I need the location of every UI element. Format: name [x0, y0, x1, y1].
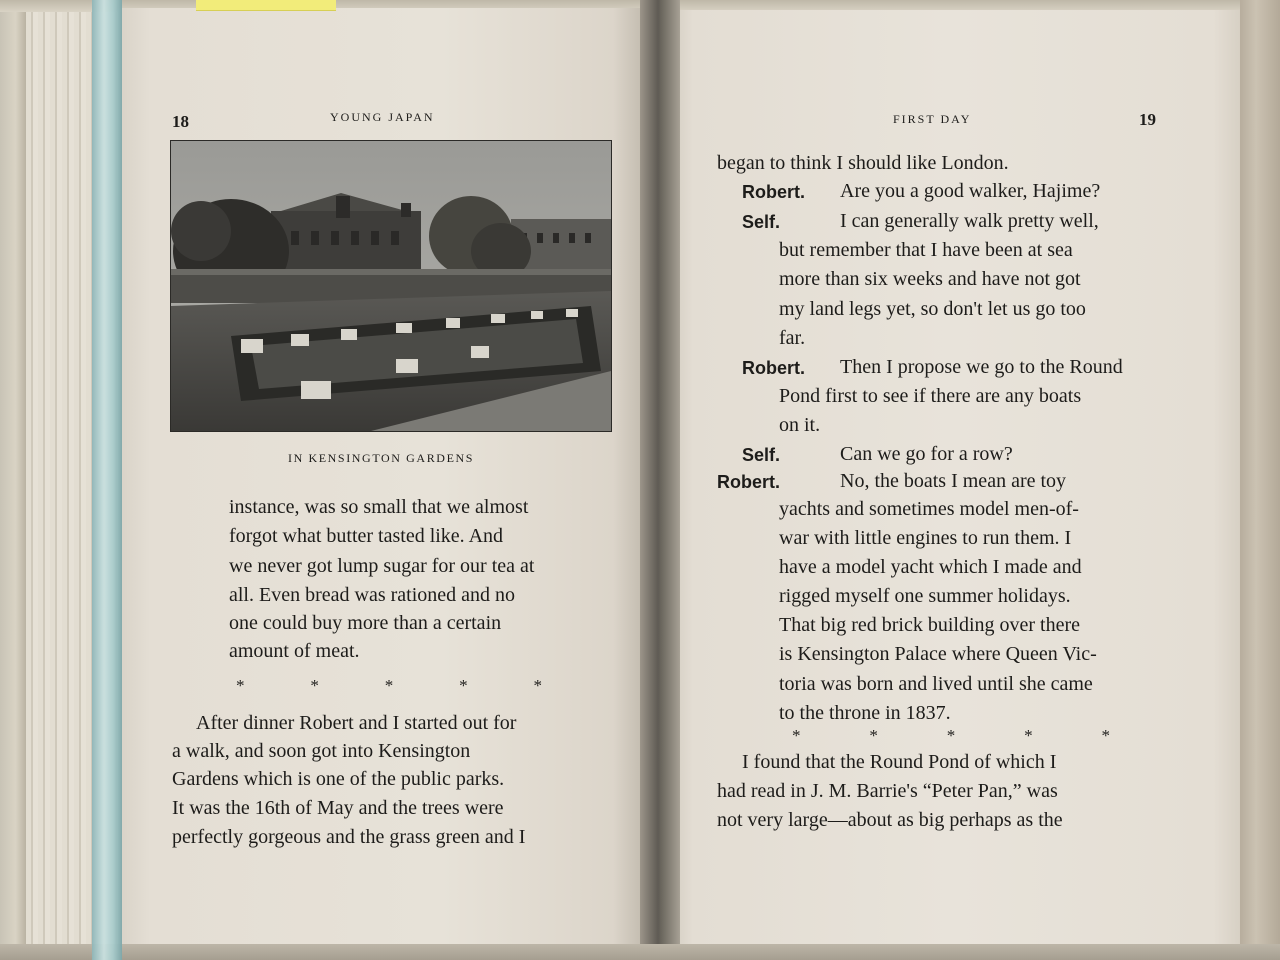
kensington-gardens-photo — [170, 140, 612, 432]
right-text-line: had read in J. M. Barrie's “Peter Pan,” was — [717, 780, 1058, 802]
left-text-line: all. Even bread was rationed and no — [229, 584, 516, 606]
speaker-label: Robert. — [742, 358, 805, 378]
text-line: instance, was so small that we almost — [229, 496, 529, 518]
right-text-line: That big red brick building over there — [779, 614, 1081, 636]
separator-star: * — [869, 726, 878, 745]
right-text-line: I found that the Round Pond of which I — [742, 751, 1057, 773]
dialogue-text: No, the boats I mean are toy — [840, 470, 1067, 492]
left-text-line: amount of meat. — [229, 640, 360, 662]
book-cover-edge — [0, 0, 26, 960]
right-text-line: rigged myself one summer holidays. — [779, 585, 1071, 607]
right-text-line: war with little engines to run them. I — [779, 527, 1072, 549]
left-page-number: 18 — [172, 112, 189, 131]
sticky-note-tab — [196, 0, 336, 11]
protective-strip — [92, 0, 122, 960]
photo-caption: IN KENSINGTON GARDENS — [288, 451, 475, 465]
book-gutter — [640, 0, 680, 960]
left-text-line: It was the 16th of May and the trees were — [172, 797, 504, 819]
left-text-line: forgot what butter tasted like. And — [229, 525, 504, 547]
right-text-line: have a model yacht which I made and — [779, 556, 1082, 578]
separator-star: * — [384, 676, 394, 695]
separator-star: * — [236, 676, 245, 695]
section-separator — [236, 676, 542, 696]
right-text-line: to the throne in 1837. — [779, 702, 951, 724]
separator-star: * — [946, 726, 956, 745]
separator-star: * — [310, 676, 319, 695]
right-text-line: yachts and sometimes model men-of- — [779, 498, 1079, 520]
separator-star: * — [459, 676, 468, 695]
dialogue-text: Can we go for a row? — [840, 443, 1013, 465]
left-text-line: we never got lump sugar for our tea at — [229, 555, 535, 577]
left-running-head: YOUNG JAPAN — [330, 110, 435, 124]
right-text-line: my land legs yet, so don't let us go too — [779, 298, 1086, 320]
speaker-label: Self. — [742, 212, 781, 232]
dialogue-text: Are you a good walker, Hajime? — [840, 180, 1101, 202]
left-text-line: After dinner Robert and I started out for — [196, 712, 517, 734]
left-text-line: Gardens which is one of the public parks. — [172, 768, 505, 790]
left-text-line — [229, 496, 612, 519]
separator-star: * — [1101, 726, 1110, 745]
right-page-number: 19 — [1139, 110, 1156, 129]
separator-star: * — [792, 726, 801, 745]
right-text-line: toria was born and lived until she came — [779, 673, 1093, 695]
right-running-head: FIRST DAY — [893, 112, 972, 126]
left-text-line: a walk, and soon got into Kensington — [172, 740, 471, 762]
section-separator — [792, 726, 1110, 746]
right-text-line: but remember that I have been at sea — [779, 239, 1073, 261]
speaker-label: Robert. — [742, 182, 805, 202]
separator-star: * — [1024, 726, 1033, 745]
speaker-label: Robert. — [717, 472, 780, 492]
right-text-line: far. — [779, 327, 806, 349]
left-text-line: perfectly gorgeous and the grass green and I — [172, 826, 526, 848]
book-bottom-edge — [0, 944, 1280, 960]
right-text-line: not very large—about as big perhaps as the — [717, 809, 1063, 831]
dialogue-text: I can generally walk pretty well, — [840, 210, 1099, 232]
separator-star: * — [533, 676, 542, 695]
dialogue-text: Then I propose we go to the Round — [840, 356, 1123, 378]
speaker-label: Self. — [742, 445, 781, 465]
right-text-line: more than six weeks and have not got — [779, 268, 1081, 290]
right-text-line: is Kensington Palace where Queen Vic- — [779, 643, 1097, 665]
right-cover-edge — [1240, 0, 1280, 960]
right-text-line: on it. — [779, 414, 821, 436]
right-text-line: Pond first to see if there are any boats — [779, 385, 1082, 407]
photo-illustration — [171, 141, 611, 431]
left-text-line: one could buy more than a certain — [229, 612, 502, 634]
right-text-line: began to think I should like London. — [717, 152, 1009, 174]
